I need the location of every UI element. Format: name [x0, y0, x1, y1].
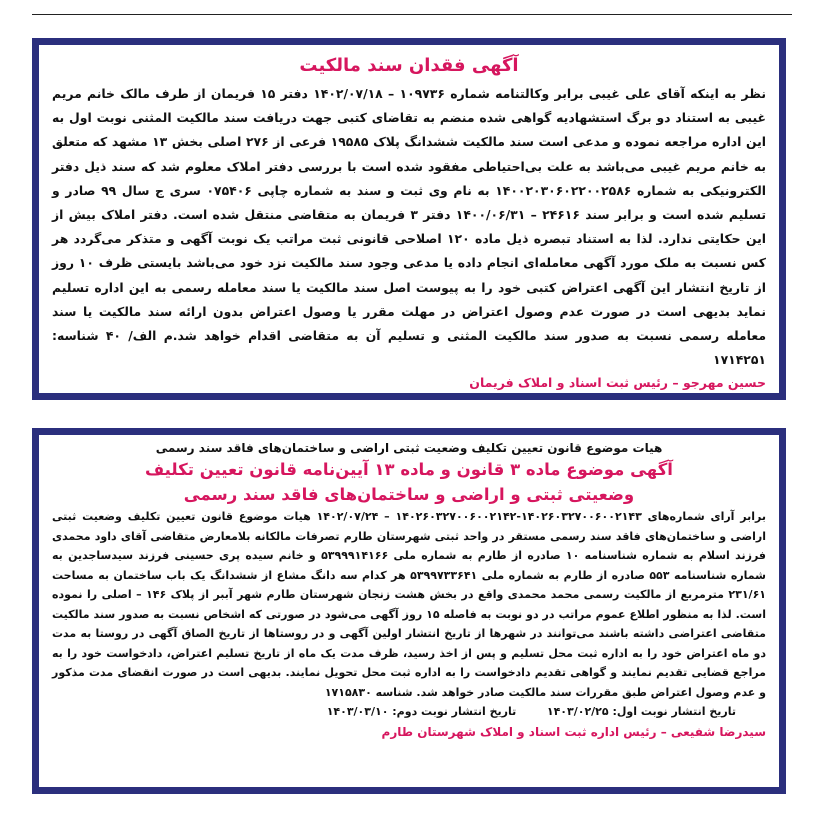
first-publish-date: ۱۴۰۳/۰۲/۲۵ — [546, 705, 609, 718]
notice-signature: سیدرضا شفیعی – رئیس اداره ثبت اسناد و املاک شهرستان طارم — [381, 725, 766, 739]
publish-dates — [52, 702, 766, 721]
notice-signature: حسین مهرجو – رئیس ثبت اسناد و املاک فریمان — [469, 375, 766, 391]
notice-land-status — [32, 428, 786, 794]
first-publish-label: تاریخ انتشار نوبت اول: — [612, 705, 736, 718]
second-publish-label: تاریخ انتشار نوبت دوم: — [392, 705, 517, 718]
notice-loss-of-deed — [32, 38, 786, 400]
notice-title: آگهی فقدان سند مالکیت — [299, 55, 519, 76]
notice-body: نظر به اینکه آقای علی غیبی برابر وکالتنامه شماره ۱۰۹۷۳۶ – ۱۴۰۲/۰۷/۱۸ دفتر ۱۵ فریمان از طرف مالک خانم مریم غیبی به استناد دو برگ استشهادیه گواهی شده منضم به تقاضای کتبی جهت دریافت سند مالکیت المثنی نوبت اول به این اداره مراجعه نموده و مدعی است سند مالکیت ششدانگ پلاک ۱۹۵۸۵ فرعی از ۲۷۶ اصلی بخش ۱۳ مشهد که متعلق به خانم مریم غیبی می‌باشد به علت بی‌احتیاطی مفقود شده است با بررسی دفتر املاک معلوم شد که سند ذیل دفتر الکترونیکی به شماره ۱۴۰۰۲۰۳۰۶۰۲۲۰۰۲۵۸۶ به نام وی ثبت و سند به شماره چاپی ۰۷۵۴۰۶ سری ج سال ۹۹ صادر و تسلیم شده است و برابر سند ۲۴۶۱۶ – ۱۴۰۰/۰۶/۳۱ دفتر ۳ فریمان به متقاضی منتقل شده است. دفتر املاک بیش از این حکایتی ندارد. لذا به استناد تبصره ذیل ماده ۱۲۰ اصلاحی قانونی ثبت مراتب یک نوبت آگهی و متذکر می‌گردد هر کس نسبت به ملک مورد آگهی معامله‌ای انجام داده یا مدعی وجود سند مالکیت نزد خود می‌باشد بایستی ظرف ۱۰ روز از تاریخ انتشار این آگهی اعتراض کتبی خود را به پیوست اصل سند مالکیت یا سند معامله رسمی به این اداره تسلیم نماید بدیهی است در صورت عدم وصول اعتراض در مهلت مقرر یا وصول اعتراض بدون ارائه سند مالکیت یا سند معامله رسمی نسبت به صدور سند مالکیت المثنی و تسلیم آن به متقاضی اقدام خواهد شد.م الف/ ۴۰ شناسه: ۱۷۱۴۲۵۱ — [52, 86, 767, 368]
notice-title-line-2: وضعیتی ثبتی و اراضی و ساختمان‌های فاقد سند رسمی — [183, 485, 635, 504]
notice-title-line-1: آگهی موضوع ماده ۳ قانون و ماده ۱۳ آیین‌نامه قانون تعیین تکلیف — [145, 460, 673, 479]
second-publish-date: ۱۴۰۳/۰۳/۱۰ — [326, 705, 389, 718]
notice-body: برابر آرای شماره‌های ۱۴۰۲۶۰۳۲۷۰۰۶۰۰۲۱۴۳-۱۴۰۲۶۰۳۲۷۰۰۶۰۰۲۱۴۲ – ۱۴۰۲/۰۷/۲۴ هیات موضوع قانون تعیین تکلیف وضعیت ثبتی اراضی و ساختمان‌های فاقد سند رسمی مستقر در واحد ثبتی شهرستان طارم تصرفات مالکانه بلامعارض متقاضی آقای داود محمدی فرزند اسلام به شماره شناسنامه ۱۰ صادره از طارم به شماره ملی ۵۳۹۹۹۱۴۱۶۶ و خانم سیده پری حسینی فرزند سیدساجدین به شماره شناسنامه ۵۵۳ صادره از طارم به شماره ملی ۵۳۹۹۷۳۳۶۴۱ هر کدام سه دانگ مشاع از ششدانگ یک باب ساختمان به مساحت ۲۳۱/۶۱ مترمربع از مالکیت رسمی محمد محمدی واقع در بخش هشت زنجان شهرستان طارم شهر آببر از پلاک ۱۴۶ – اصلی را نموده است. لذا به منظور اطلاع عموم مراتب در دو نوبت به فاصله ۱۵ روز آگهی می‌شود در صورتی که اشخاص نسبت به صدور سند مالکیت متقاضی اعتراضی داشته باشند می‌توانند در شهرها از تاریخ انتشار اولین آگهی و در روستاها از تاریخ الصاق آگهی در روستا به مدت دو ماه اعتراض خود را به اداره ثبت محل تسلیم و پس از اخذ رسید، ظرف مدت یک ماه از تاریخ تسلیم اعتراض، دادخواست خود را به مراجع قضایی تقدیم نمایند و گواهی تقدیم دادخواست را به اداره ثبت محل تحویل نمایند. بدیهی است در صورت انقضای مدت مذکور و عدم وصول اعتراض طبق مقررات سند مالکیت صادر خواهد شد. شناسه ۱۷۱۵۸۳۰ — [52, 510, 767, 699]
notice-pre-title: هیات موضوع قانون تعیین تکلیف وضعیت ثبتی اراضی و ساختمان‌های فاقد سند رسمی — [155, 441, 663, 455]
top-divider — [32, 14, 792, 15]
